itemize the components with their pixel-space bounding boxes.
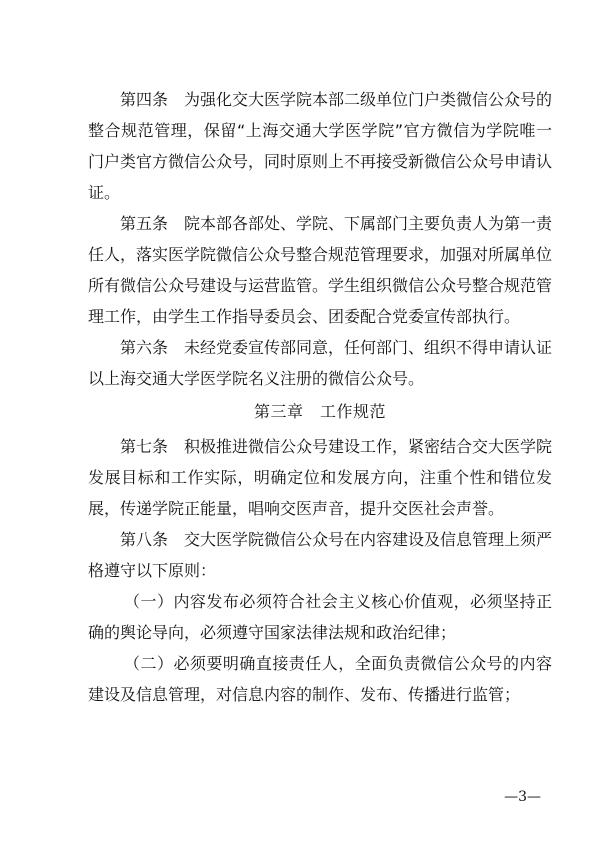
article-5: 第五条 院本部各部处、学院、下属部门主要负责人为第一责任人，落实医学院微信公众号整合规范管理要求，加强对所属单位所有微信公众号建设与运营监管。学生组织微信公众号整合规范管理工作，由学生工作指导委员会、团委配合党委宣传部执行。 [88,214,553,326]
article-7: 第七条 积极推进微信公众号建设工作，紧密结合交大医学院发展目标和工作实际，明确定位和发展方向，注重个性和错位发展，传递学院正能量，唱响交医声音，提升交医社会声誉。 [88,437,553,518]
article-4: 第四条 为强化交大医学院本部二级单位门户类微信公众号的整合规范管理，保留“上海交通大学医学院”官方微信为学院唯一门户类官方微信公众号，同时原则上不再接受新微信公众号申请认证。 [88,90,553,202]
article-8: 第八条 交大医学院微信公众号在内容建设及信息管理上须严格遵守以下原则： [88,530,553,580]
document-body [88,84,552,710]
chapter-heading: 第三章 工作规范 [253,402,386,421]
clause-2: （二）必须要明确直接责任人，全面负责微信公众号的内容建设及信息管理，对信息内容的制作、发布、传播进行监管； [88,654,552,704]
article-6: 第六条 未经党委宣传部同意，任何部门、组织不得申请认证以上海交通大学医学院名义注册的微信公众号。 [88,338,553,388]
page-number: —3— [504,789,541,805]
clause-1: （一）内容发布必须符合社会主义核心价值观，必须坚持正确的舆论导向，必须遵守国家法律法规和政治纪律； [88,592,552,642]
